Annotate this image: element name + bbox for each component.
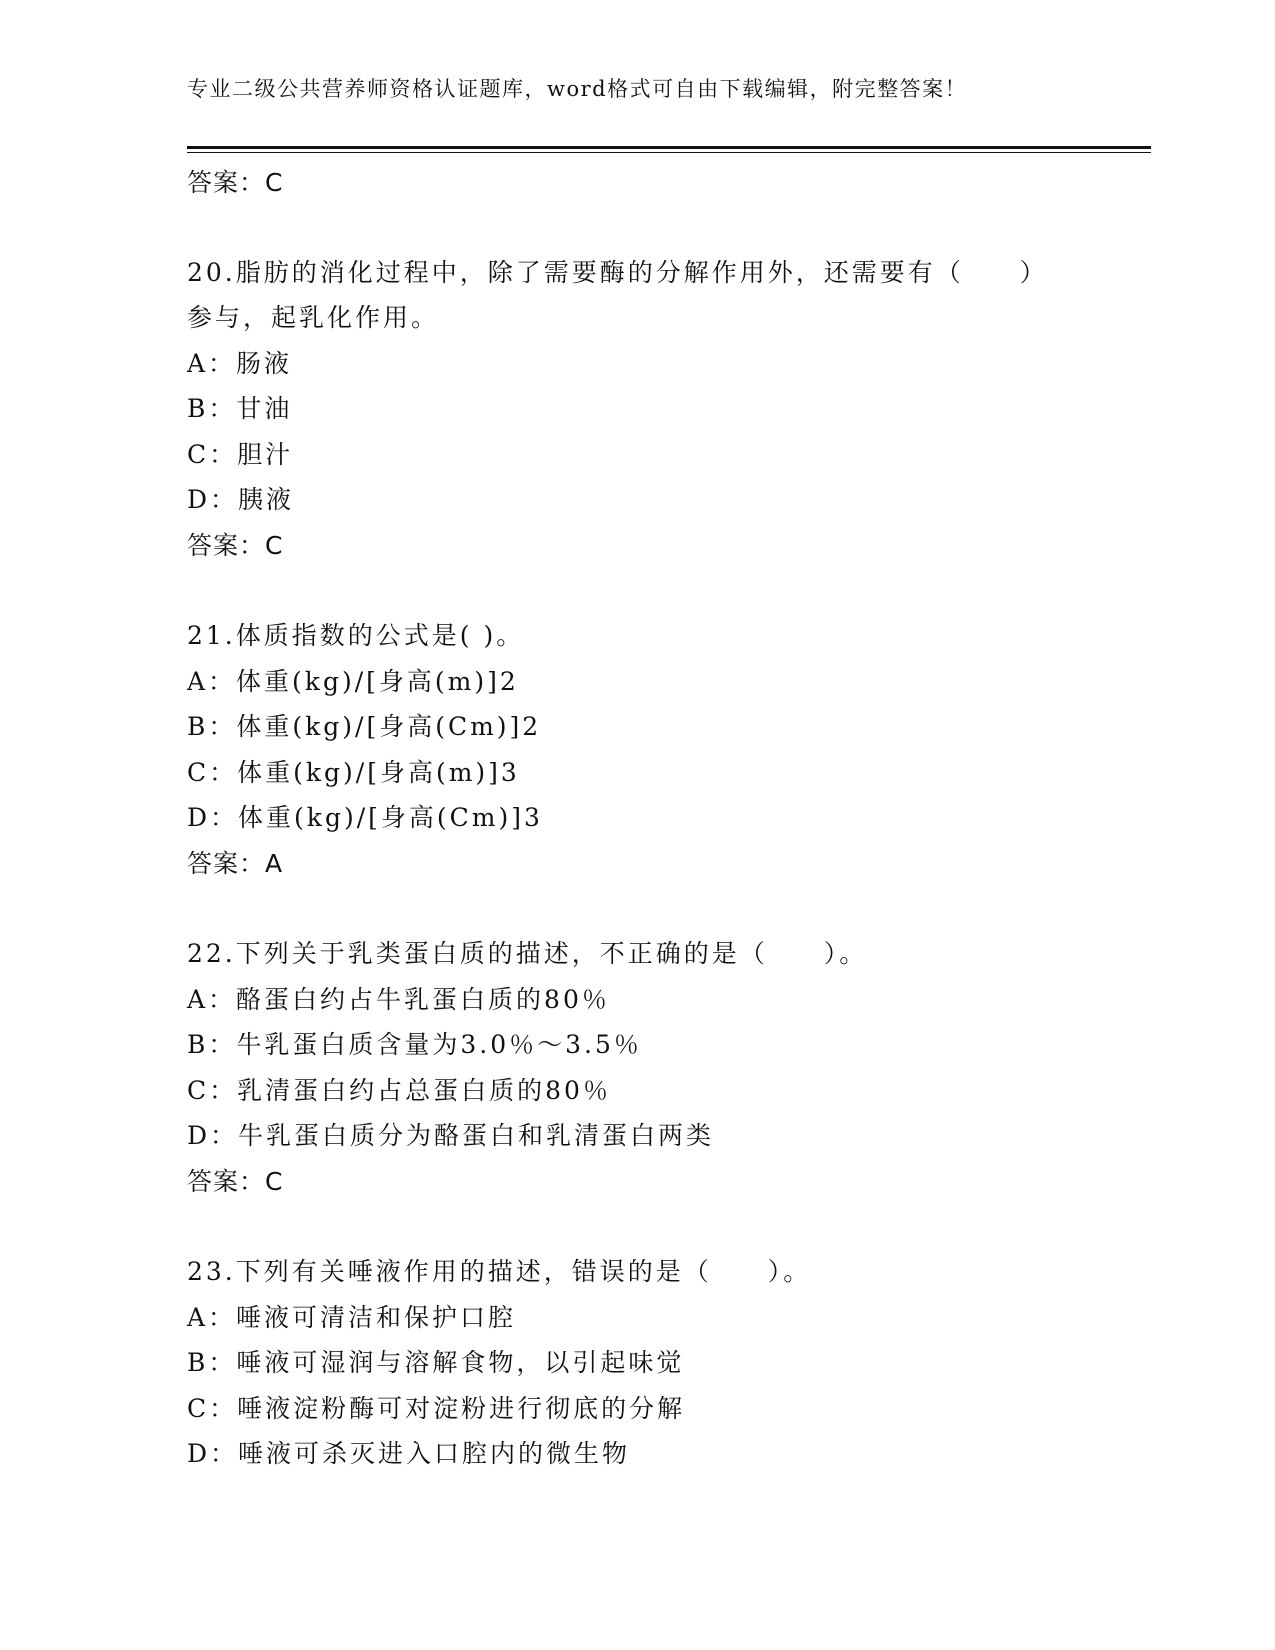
option-c: C：乳清蛋白约占总蛋白质的80％: [187, 1075, 611, 1105]
question-stem: 20.脂肪的消化过程中，除了需要酶的分解作用外，还需要有（ ）: [187, 257, 1048, 287]
question-stem: 22.下列关于乳类蛋白质的描述，不正确的是（ ）。: [187, 939, 868, 968]
option-c: C：体重(kg)/[身高(m)]3: [187, 757, 520, 787]
option-d: D：唾液可杀灭进入口腔内的微生物: [187, 1439, 631, 1468]
answer-line: 答案：C: [187, 1166, 284, 1196]
option-c: C：唾液淀粉酶可对淀粉进行彻底的分解: [187, 1393, 686, 1423]
question-item: [187, 250, 1087, 569]
spacer: [187, 1204, 1087, 1249]
question-item: [187, 1249, 1087, 1477]
answer-line: 答案：C: [187, 168, 284, 197]
question-stem: 参与，起乳化作用。: [187, 303, 440, 332]
option-b: B：体重(kg)/[身高(Cm)]2: [187, 712, 542, 741]
option-b: B：牛乳蛋白质含量为3.0％～3.5％: [187, 1030, 642, 1059]
option-d: D：牛乳蛋白质分为酪蛋白和乳清蛋白两类: [187, 1121, 715, 1150]
question-stem: 23.下列有关唾液作用的描述，错误的是（ ）。: [187, 1257, 812, 1286]
option-a: A：肠液: [187, 348, 293, 378]
option-b: B：甘油: [187, 394, 293, 423]
option-a: A：体重(kg)/[身高(m)]2: [187, 666, 519, 696]
question-list: [187, 160, 1087, 1477]
answer-line: 答案：A: [187, 848, 284, 878]
page-header: 专业二级公共营养师资格认证题库，word格式可自由下载编辑，附完整答案！: [187, 77, 968, 101]
spacer: [187, 568, 1087, 613]
option-c: C：胆汁: [187, 439, 294, 469]
header-rule-thick: [187, 146, 1151, 149]
option-d: D：胰液: [187, 485, 295, 514]
option-b: B：唾液可湿润与溶解食物，以引起味觉: [187, 1348, 685, 1377]
header-rule-thin: [187, 152, 1151, 153]
option-a: A：酪蛋白约占牛乳蛋白质的80％: [187, 984, 610, 1014]
option-d: D：体重(kg)/[身高(Cm)]3: [187, 803, 543, 832]
spacer: [187, 206, 1087, 250]
question-item: [187, 931, 1087, 1204]
answer-line: 答案：C: [187, 530, 284, 560]
spacer: [187, 886, 1087, 931]
question-stem: 21.体质指数的公式是( )。: [187, 621, 525, 650]
question-item: [187, 613, 1087, 886]
option-a: A：唾液可清洁和保护口腔: [187, 1302, 517, 1332]
